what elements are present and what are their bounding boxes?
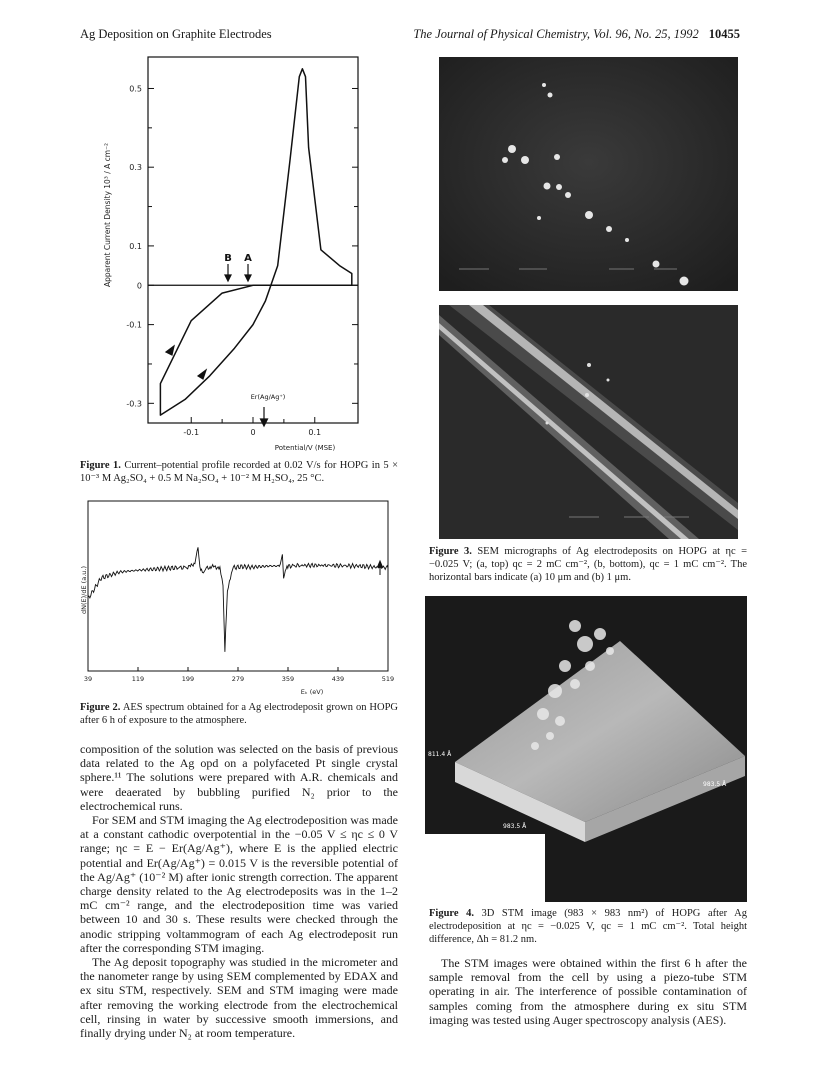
figure2-frame: [88, 501, 388, 671]
figure3-caption-label: Figure 3.: [429, 546, 472, 557]
figure1-frame: [148, 57, 358, 423]
figure3b-sem-image: [439, 305, 738, 539]
figure2-xtick-label: 199: [181, 675, 195, 683]
figure1-annotation-A: A: [244, 253, 252, 264]
journal-name: The Journal of Physical Chemistry, Vol. 96, No. 25, 1992: [413, 27, 699, 41]
running-head: Ag Deposition on Graphite Electrodes: [80, 27, 272, 41]
figure4-side-front-label: 983.5 Å: [503, 823, 527, 830]
figure1-ytick-label: 0.5: [129, 84, 142, 94]
figure4-caption-label: Figure 4.: [429, 908, 474, 919]
figure2-caption: [80, 701, 398, 727]
figure2-xtick-label: 119: [131, 675, 145, 683]
right-column-text: [429, 956, 747, 1027]
left-paragraph-2: For SEM and STM imaging the Ag electrodeposition was made at a constant cathodic overpotential in the −0.05 V ≤ ηc ≤ 0 V range; ηc = E − Er(Ag/Ag⁺), where E is the applied electric potential and Er(Ag/Ag⁺) = 0.015 V is the reversible potential of the Ag/Ag⁺ (10⁻² M) after ionic strength correction. The apparent charge density related to the Ag electrodeposits was in the 1–2 mC cm⁻² range, and the electrodeposition time was varied between 10 and 30 s. These results were checked through the anodic stripping voltammogram of each Ag electrodeposit run after the corresponding STM imaging.: [80, 813, 398, 955]
page-number: 10455: [708, 27, 740, 41]
figure2-series-line: [88, 547, 388, 652]
figure1-ytick-label: -0.1: [126, 320, 142, 330]
figure2-caption-label: Figure 2.: [80, 702, 121, 713]
figure2-xlabel: Eₖ (eV): [300, 688, 324, 696]
figure2-xtick-label: 279: [231, 675, 245, 683]
figure1-ytick-label: 0: [136, 281, 142, 291]
figure1-caption: [80, 459, 398, 485]
figure2-caption-text: AES spectrum obtained for a Ag electrodeposit grown on HOPG after 6 h of exposure to the atmosphere.: [80, 702, 399, 726]
right-paragraph-1: The STM images were obtained within the first 6 h after the sample removal from the cell by using a piezo-tube STM operating in air. The interference of possible contamination of samples coming from the atmosphere during ex situ STM imaging was tested using Auger spectroscopy analysis (AES).: [429, 956, 747, 1027]
left-paragraph-3: The Ag deposit topography was studied in the micrometer and the nanometer range by using SEM complemented by EDAX and ex situ STM, respectively. SEM and STM imaging were made after removing the working electrode from the electrochemical cell, rinsing in water by successive smooth immersions, and finally drying under N₂ at room temperature.: [80, 955, 398, 1041]
figure1-xlabel: Potential/V (MSE): [274, 444, 336, 452]
figure2-ylabel: dN(E)/dE (a.u.): [80, 566, 88, 614]
figure1-annotation-B: B: [224, 253, 232, 264]
figure4-caption: [429, 907, 747, 946]
figure2-axes: [84, 501, 394, 683]
left-column-text: [80, 742, 398, 1040]
figure2-xtick-label: 519: [381, 675, 395, 683]
figure4-stm-image: [425, 596, 747, 902]
figure1-axes: [126, 57, 358, 437]
figure3a-sem-image: [439, 57, 738, 291]
figure4-height-label: 811.4 Å: [428, 751, 452, 758]
figure1-annotation-er: Er(Ag/Ag⁺): [250, 393, 286, 401]
figure1-ylabel: Apparent Current Density 10³ / A cm⁻²: [103, 142, 112, 288]
figure2-chart: [80, 495, 400, 700]
figure1-ytick-label: -0.3: [126, 399, 142, 409]
figure2-xtick-label: 439: [331, 675, 345, 683]
left-paragraph-1: composition of the solution was selected on the basis of previous data related to the Ag opd on a polyfaceted Pt single crystal sphere.¹¹ The solutions were prepared with A.R. chemicals and were deaerated by bubbling purified N₂ prior to the electrochemical runs.: [80, 742, 398, 813]
figure3-caption-text: SEM micrographs of Ag electrodeposits on HOPG at ηc = −0.025 V; (a, top) qc = 2 mC cm⁻², (b, bottom), qc = 1 mC cm⁻². The horizontal bars indicate (a) 10 μm and (b) 1 μm.: [429, 546, 748, 583]
figure2-xtick-label: 39: [83, 675, 93, 683]
figure3-caption: [429, 545, 747, 584]
figure1-caption-label: Figure 1.: [80, 460, 121, 471]
figure1-xtick-label: 0: [250, 428, 256, 437]
figure1-caption-text: Current–potential profile recorded at 0.02 V/s for HOPG in 5 × 10⁻³ M Ag₂SO₄ + 0.5 M Na₂SO₄ + 10⁻² M H₂SO₄, 25 °C.: [80, 460, 399, 484]
figure2-xtick-label: 359: [281, 675, 295, 683]
figure1-chart: [80, 45, 400, 455]
figure1-ytick-label: 0.3: [129, 163, 142, 173]
figure1-xtick-label: -0.1: [183, 428, 200, 437]
figure4-side-right-label: 983.5 Å: [703, 781, 727, 788]
figure1-ytick-label: 0.1: [129, 241, 142, 251]
figure4-caption-text: 3D STM image (983 × 983 nm²) of HOPG after Ag electrodeposition at ηc = −0.025 V, qc = 1 mC cm⁻². Total height difference, Δh = 81.2 nm.: [429, 908, 747, 945]
journal-citation: [413, 27, 740, 42]
figure1-xtick-label: 0.1: [308, 428, 322, 437]
figure1-series-line: [160, 69, 351, 415]
